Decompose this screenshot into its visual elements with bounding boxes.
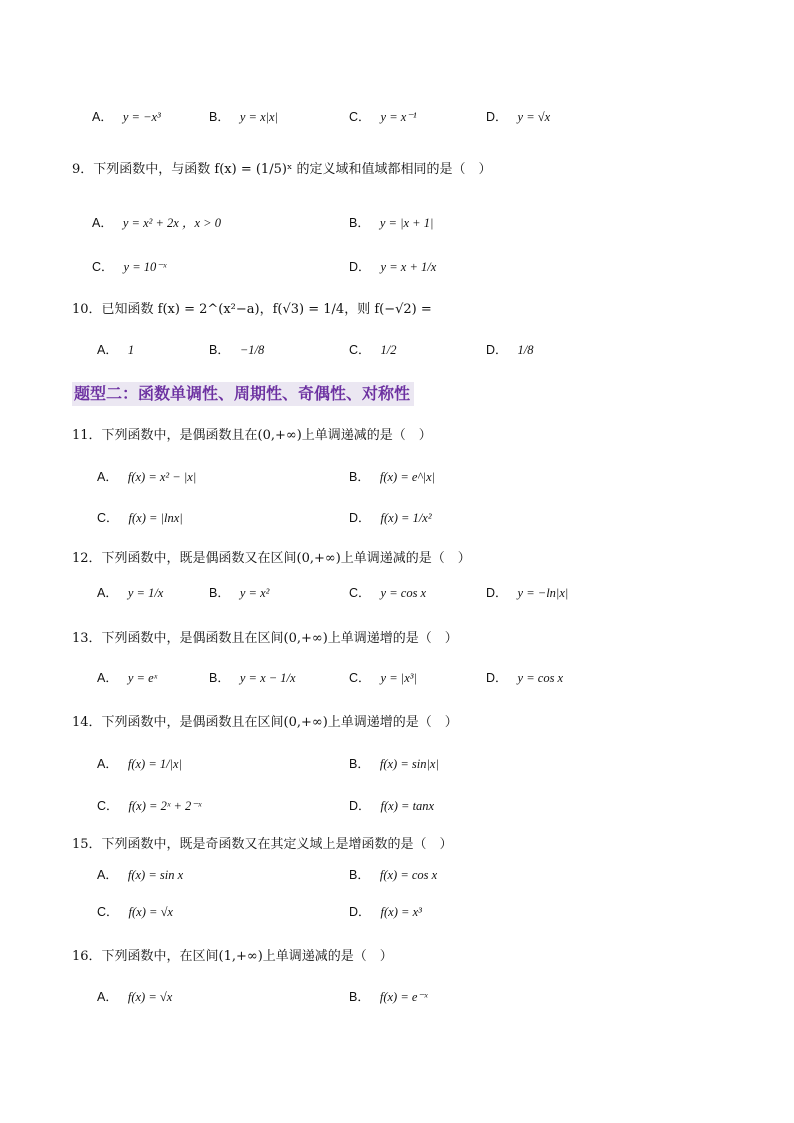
option-label: C．	[349, 586, 371, 600]
options-row	[0, 987, 794, 1017]
option-expression: y = √x	[517, 110, 551, 124]
option-label: A．	[92, 110, 113, 124]
option-expression: y = −x³	[122, 110, 161, 124]
option-label: D．	[486, 586, 508, 600]
option-expression: y = x² + 2x ，x > 0	[122, 216, 221, 230]
option-label: C．	[349, 671, 371, 685]
option-expression: f(x) = √x	[127, 990, 173, 1004]
option-label: B．	[209, 343, 230, 357]
answer-option[interactable]	[209, 107, 278, 125]
answer-option[interactable]	[349, 508, 432, 526]
option-label: A．	[97, 990, 118, 1004]
answer-option[interactable]	[97, 987, 172, 1005]
answer-option[interactable]	[349, 865, 437, 883]
section-heading: 题型二：函数单调性、周期性、奇偶性、对称性	[72, 382, 414, 406]
answer-option[interactable]	[92, 107, 161, 125]
option-label: B．	[349, 868, 370, 882]
question-row	[0, 945, 794, 975]
option-expression: y = −ln|x|	[517, 586, 569, 600]
option-expression: y = cos x	[380, 586, 427, 600]
question-text: 14．下列函数中，是偶函数且在区间(0,+∞)上单调递增的是（ ）	[72, 715, 458, 730]
option-expression: y = x⁻¹	[380, 110, 417, 124]
option-expression: y = 10⁻ˣ	[123, 260, 167, 274]
option-expression: −1/8	[239, 343, 265, 357]
options-row	[0, 107, 794, 137]
answer-option[interactable]	[97, 583, 163, 601]
options-row	[0, 754, 794, 784]
option-expression: f(x) = 1/x²	[380, 511, 432, 525]
options-row	[0, 467, 794, 497]
option-expression: y = eˣ	[127, 671, 158, 685]
answer-option[interactable]	[349, 987, 428, 1005]
question-text: 13．下列函数中，是偶函数且在区间(0,+∞)上单调递增的是（ ）	[72, 631, 458, 646]
option-label: B．	[209, 671, 230, 685]
answer-option[interactable]	[209, 583, 269, 601]
answer-option[interactable]	[349, 796, 434, 814]
options-row	[0, 257, 794, 287]
option-label: A．	[92, 216, 113, 230]
options-row	[0, 340, 794, 370]
option-expression: f(x) = x³	[380, 905, 422, 919]
answer-option[interactable]	[92, 213, 221, 231]
option-label: D．	[486, 110, 508, 124]
option-expression: 1/2	[380, 343, 397, 357]
option-expression: y = 1/x	[127, 586, 164, 600]
option-expression: 1/8	[517, 343, 534, 357]
question-row	[0, 424, 794, 454]
option-expression: f(x) = 1/|x|	[127, 757, 183, 771]
answer-option[interactable]	[349, 257, 436, 275]
option-expression: y = x + 1/x	[380, 260, 437, 274]
answer-option[interactable]	[349, 467, 435, 485]
answer-option[interactable]	[349, 213, 433, 231]
answer-option[interactable]	[349, 107, 417, 125]
answer-option[interactable]	[486, 107, 550, 125]
option-expression: f(x) = √x	[128, 905, 173, 919]
option-label: B．	[209, 110, 230, 124]
question-row	[0, 298, 794, 328]
option-label: A．	[97, 586, 118, 600]
question-row	[0, 833, 794, 863]
answer-option[interactable]	[486, 583, 568, 601]
option-label: A．	[97, 757, 118, 771]
answer-option[interactable]	[349, 902, 422, 920]
option-expression: f(x) = cos x	[379, 868, 438, 882]
option-label: A．	[97, 343, 118, 357]
option-expression: f(x) = e⁻ˣ	[379, 990, 428, 1004]
answer-option[interactable]	[97, 467, 196, 485]
question-text: 11．下列函数中，是偶函数且在(0,+∞)上单调递减的是（ ）	[72, 428, 432, 443]
question-row	[0, 711, 794, 741]
option-label: D．	[349, 799, 371, 813]
answer-option[interactable]	[349, 754, 439, 772]
answer-option[interactable]	[97, 668, 157, 686]
option-label: B．	[349, 470, 370, 484]
option-label: A．	[97, 868, 118, 882]
option-expression: y = |x + 1|	[379, 216, 434, 230]
option-expression: f(x) = e^|x|	[379, 470, 436, 484]
question-text: 10．已知函数 f(x) = 2^(x²−a)，f(√3) = 1/4，则 f(−√2) =	[72, 302, 432, 317]
option-expression: f(x) = |lnx|	[128, 511, 183, 525]
question-text: 15．下列函数中，既是奇函数又在其定义域上是增函数的是（ ）	[72, 837, 453, 852]
option-expression: f(x) = sin|x|	[379, 757, 439, 771]
question-row	[0, 158, 794, 188]
answer-option[interactable]	[97, 902, 173, 920]
option-label: C．	[97, 799, 119, 813]
option-label: D．	[486, 343, 508, 357]
question-row	[0, 627, 794, 657]
question-text: 12．下列函数中，既是偶函数又在区间(0,+∞)上单调递减的是（ ）	[72, 551, 471, 566]
answer-option[interactable]	[97, 796, 201, 814]
option-label: C．	[92, 260, 114, 274]
option-label: D．	[349, 905, 371, 919]
option-expression: f(x) = 2ˣ + 2⁻ˣ	[128, 799, 202, 813]
option-expression: f(x) = x² − |x|	[127, 470, 197, 484]
answer-option[interactable]	[486, 340, 534, 358]
question-text: 16．下列函数中，在区间(1,+∞)上单调递减的是（ ）	[72, 949, 393, 964]
answer-option[interactable]	[97, 865, 183, 883]
option-label: B．	[349, 216, 370, 230]
answer-option[interactable]	[97, 508, 183, 526]
options-row	[0, 583, 794, 613]
question-text: 9．下列函数中，与函数 f(x) = (1/5)ˣ 的定义域和值域都相同的是（ ）	[72, 162, 492, 177]
answer-option[interactable]	[92, 257, 166, 275]
option-expression: y = x|x|	[239, 110, 279, 124]
option-label: D．	[349, 260, 371, 274]
options-row	[0, 668, 794, 698]
options-row	[0, 796, 794, 826]
answer-option[interactable]	[97, 340, 134, 358]
answer-option[interactable]	[209, 668, 296, 686]
options-row	[0, 865, 794, 895]
option-label: A．	[97, 671, 118, 685]
option-label: B．	[209, 586, 230, 600]
option-label: C．	[349, 110, 371, 124]
option-label: C．	[349, 343, 371, 357]
answer-option[interactable]	[486, 668, 563, 686]
answer-option[interactable]	[349, 583, 426, 601]
option-expression: y = |x³|	[380, 671, 417, 685]
option-expression: f(x) = tanx	[380, 799, 435, 813]
option-expression: y = x²	[239, 586, 270, 600]
answer-option[interactable]	[209, 340, 264, 358]
question-row	[0, 547, 794, 577]
option-label: C．	[97, 511, 119, 525]
option-label: D．	[486, 671, 508, 685]
options-row	[0, 213, 794, 243]
answer-option[interactable]	[349, 340, 397, 358]
options-row	[0, 508, 794, 538]
option-label: B．	[349, 757, 370, 771]
option-expression: y = x − 1/x	[239, 671, 296, 685]
answer-option[interactable]	[349, 668, 417, 686]
answer-option[interactable]	[97, 754, 182, 772]
option-label: C．	[97, 905, 119, 919]
option-label: A．	[97, 470, 118, 484]
options-row	[0, 902, 794, 932]
option-expression: f(x) = sin x	[127, 868, 184, 882]
option-expression: 1	[127, 343, 135, 357]
option-label: B．	[349, 990, 370, 1004]
option-expression: y = cos x	[517, 671, 564, 685]
option-label: D．	[349, 511, 371, 525]
